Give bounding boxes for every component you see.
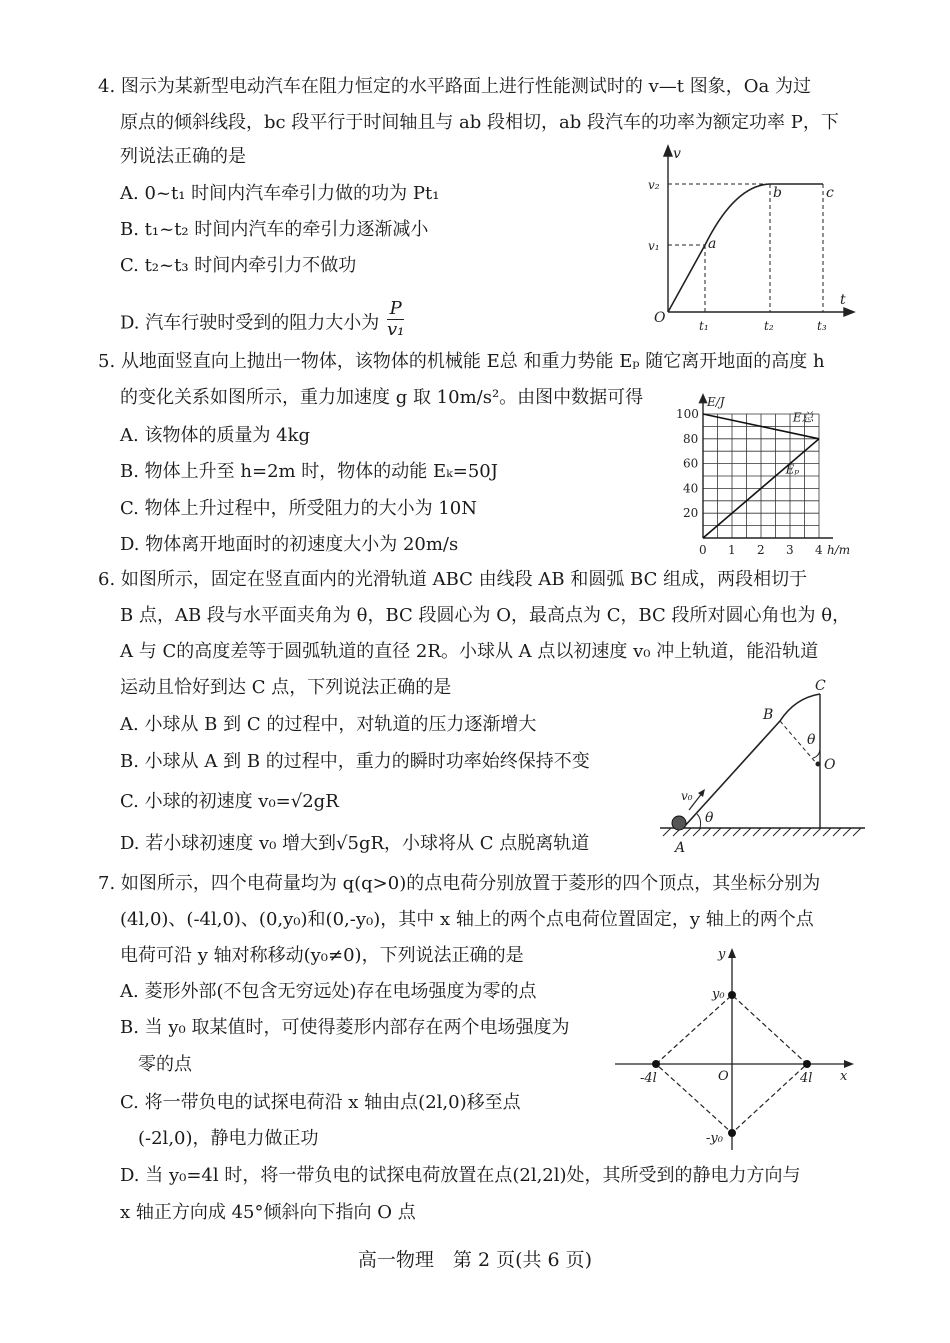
- q7-label-y: y: [718, 947, 726, 962]
- q4-option-c: C. t₂~t₃ 时间内牵引力不做功: [120, 255, 357, 276]
- q4-line3: 列说法正确的是: [120, 146, 246, 167]
- q7-option-d-line2: x 轴正方向成 45°倾斜向下指向 O 点: [120, 1202, 416, 1223]
- q5-y-axis-arrow: [699, 394, 707, 403]
- q5-x-axis-label: h/m: [827, 543, 851, 557]
- q5-option-b: B. 物体上升至 h=2m 时，物体的动能 Eₖ=50J: [120, 461, 498, 482]
- q6-option-b: B. 小球从 A 到 B 的过程中，重力的瞬时功率始终保持不变: [120, 751, 590, 772]
- q6-label-theta-a: θ: [705, 810, 714, 826]
- q6-ball: [672, 816, 686, 830]
- q6-v0-arrowhead: [698, 789, 705, 797]
- q4-label-t: t: [840, 292, 846, 308]
- q5-option-c: C. 物体上升过程中，所受阻力的大小为 10N: [120, 498, 477, 519]
- q7-charge-left: [652, 1060, 660, 1068]
- q5-y-tick-label: 20: [683, 506, 699, 521]
- q7-option-a: A. 菱形外部(不包含无穷远处)存在电场强度为零的点: [120, 981, 537, 1002]
- q6-incline-ab: [683, 721, 780, 828]
- q7-label-neg-4l: -4l: [640, 1071, 657, 1086]
- q4-label-o: O: [654, 310, 666, 326]
- q5-y-tick-label: 40: [683, 481, 699, 496]
- q6-center-o: [816, 762, 821, 767]
- q5-x-tick-label: 1: [728, 543, 736, 557]
- q7-line3: 电荷可沿 y 轴对称移动(y₀≠0)，下列说法正确的是: [120, 945, 524, 966]
- q7-option-b-line2: 零的点: [138, 1054, 192, 1075]
- q6-angle-o: [813, 748, 820, 758]
- q4-fraction-num: P: [387, 299, 404, 320]
- q4-label-v: v: [673, 146, 681, 162]
- q6-label-a: A: [675, 840, 686, 856]
- q5-y-tick-label: 80: [683, 431, 699, 446]
- page-footer: 高一物理 第 2 页(共 6 页): [357, 1249, 593, 1271]
- q5-x-tick-label: 0: [699, 543, 707, 557]
- q5-option-d: D. 物体离开地面时的初速度大小为 20m/s: [120, 534, 459, 555]
- q7-option-b-line1: B. 当 y₀ 取某值时，可使得菱形内部存在两个电场强度为: [120, 1017, 570, 1038]
- q6-arc-bc: [780, 694, 820, 721]
- q6-option-a: A. 小球从 B 到 C 的过程中，对轨道的压力逐渐增大: [120, 714, 537, 735]
- q7-line1: 7. 如图所示，四个电荷量均为 q(q>0)的点电荷分别放置于菱形的四个顶点，其坐标分别为: [98, 873, 821, 894]
- q7-x-axis-arrow: [844, 1060, 854, 1068]
- q6-label-c: C: [815, 678, 826, 694]
- q6-line3: A 与 C的高度差等于圆弧轨道的直径 2R。小球从 A 点以初速度 v₀ 冲上轨道，能沿轨道: [120, 641, 819, 662]
- q7-label-y0: y₀: [712, 987, 725, 1002]
- q5-line2: 的变化关系如图所示，重力加速度 g 取 10m/s²。由图中数据可得: [120, 387, 644, 408]
- q6-track-figure: [655, 676, 870, 861]
- q4-line1: 4. 图示为某新型电动汽车在阻力恒定的水平路面上进行性能测试时的 v—t 图象，Oa 为过: [98, 76, 811, 97]
- q5-series-label-ep: Eₚ: [785, 462, 800, 477]
- q4-label-t3: t₃: [817, 319, 827, 333]
- q5-series-label-e-total: E总: [792, 410, 814, 425]
- q4-label-v2: v₂: [648, 178, 660, 192]
- q6-label-theta-o: θ: [807, 732, 816, 748]
- q6-line4: 运动且恰好到达 C 点，下列说法正确的是: [120, 677, 452, 698]
- q7-label-neg-y0: -y₀: [706, 1131, 723, 1146]
- q6-line1: 6. 如图所示，固定在竖直面内的光滑轨道 ABC 由线段 AB 和圆弧 BC 组成，两段相切于: [98, 569, 808, 590]
- q5-x-tick-label: 3: [786, 543, 794, 557]
- q6-option-d: D. 若小球初速度 v₀ 增大到√5gR，小球将从 C 点脱离轨道: [120, 833, 590, 854]
- q7-option-c-line1: C. 将一带负电的试探电荷沿 x 轴由点(2l,0)移至点: [120, 1092, 521, 1113]
- q4-option-d: [120, 298, 405, 344]
- q7-rhombus-figure: [610, 940, 865, 1155]
- q4-fraction-den: v₁: [386, 319, 405, 340]
- q6-option-c: C. 小球的初速度 v₀=√2gR: [120, 791, 339, 812]
- q7-option-d-line1: D. 当 y₀=4l 时，将一带负电的试探电荷放置在点(2l,2l)处，其所受到的静电力方向与: [120, 1165, 801, 1186]
- q4-t-axis-arrow: [844, 308, 854, 316]
- q7-line2: (4l,0)、(-4l,0)、(0,y₀)和(0,-y₀)，其中 x 轴上的两个点电荷位置固定，y 轴上的两个点: [120, 909, 814, 930]
- q5-option-a: A. 该物体的质量为 4kg: [120, 425, 311, 446]
- q6-label-b: B: [763, 707, 774, 723]
- q5-energy-chart: [670, 388, 870, 558]
- q5-y-axis-label: E/J: [707, 395, 725, 409]
- q4-line2: 原点的倾斜线段，bc 段平行于时间轴且与 ab 段相切，ab 段汽车的功率为额定功率 P，下: [120, 112, 839, 133]
- q7-charge-top: [728, 991, 736, 999]
- q4-label-t2: t₂: [764, 319, 774, 333]
- q4-label-t1: t₁: [699, 319, 709, 333]
- q4-point-c: c: [826, 185, 834, 201]
- q5-y-tick-label: 60: [683, 456, 699, 471]
- q4-vt-curve: [668, 184, 823, 312]
- q5-y-tick-label: 100: [676, 407, 699, 421]
- q6-label-o: O: [824, 757, 836, 773]
- q6-line2: B 点，AB 段与水平面夹角为 θ，BC 段圆心为 O，最高点为 C，BC 段所对圆心角也为 θ，: [120, 605, 851, 626]
- q5-x-tick-label: 2: [757, 543, 765, 557]
- q5-x-tick-label: 4: [815, 543, 823, 557]
- q7-label-4l: 4l: [800, 1071, 813, 1086]
- q7-charge-bottom: [728, 1129, 736, 1137]
- q7-option-c-line2: (-2l,0)，静电力做正功: [138, 1128, 319, 1149]
- q6-angle-a: [697, 814, 701, 828]
- q7-label-x: x: [840, 1069, 848, 1084]
- q4-point-a: a: [708, 236, 717, 252]
- q4-option-d-text: D. 汽车行驶时受到的阻力大小为: [120, 312, 380, 334]
- q4-vt-figure: [640, 140, 870, 340]
- q7-y-axis-arrow: [728, 948, 736, 958]
- q4-point-b: b: [773, 185, 782, 201]
- q5-line1: 5. 从地面竖直向上抛出一物体，该物体的机械能 E总 和重力势能 Eₚ 随它离开地面的高度 h: [98, 351, 825, 372]
- q6-label-v0: v₀: [681, 789, 693, 803]
- q4-fraction: [387, 299, 404, 340]
- q7-label-o: O: [718, 1069, 729, 1084]
- q7-charge-right: [803, 1060, 811, 1068]
- q4-option-b: B. t₁~t₂ 时间内汽车的牵引力逐渐减小: [120, 219, 429, 240]
- q4-label-v1: v₁: [648, 239, 660, 253]
- q4-option-a: A. 0~t₁ 时间内汽车牵引力做的功为 Pt₁: [120, 183, 440, 204]
- q4-v-axis-arrow: [664, 146, 672, 156]
